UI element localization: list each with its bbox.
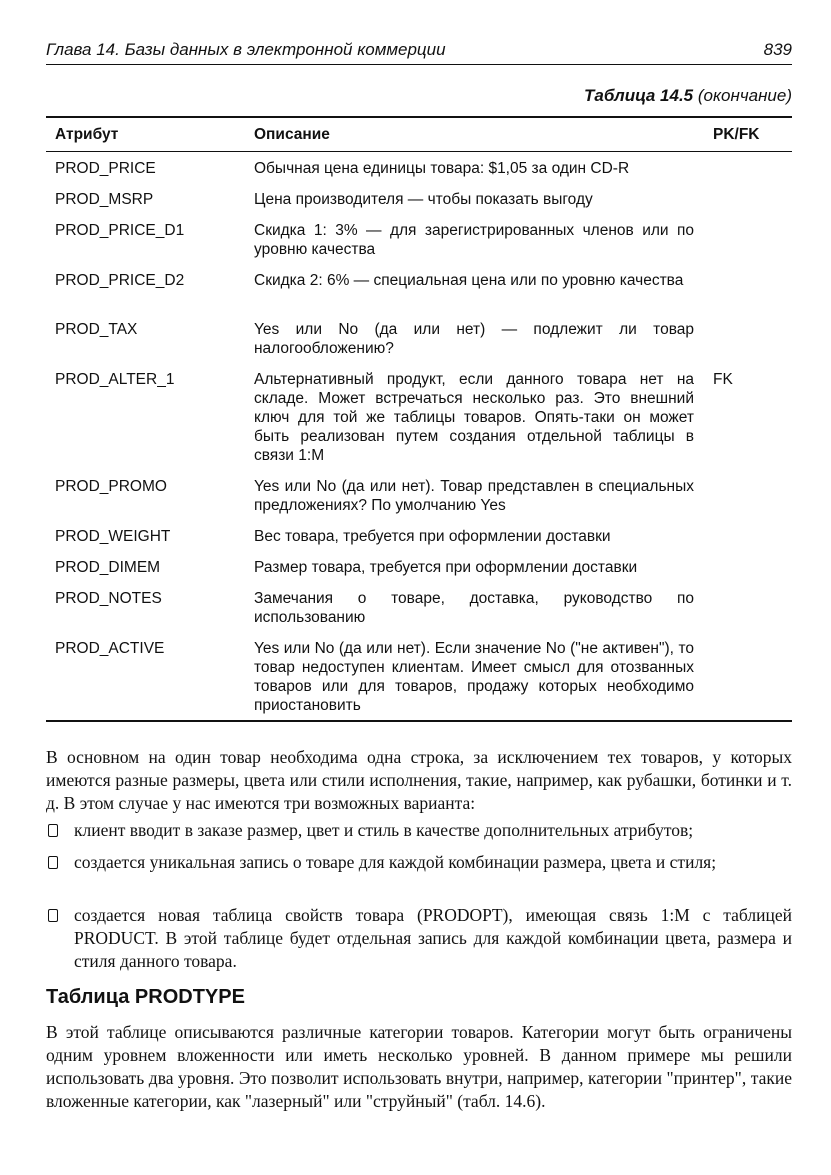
attribute-cell: PROD_TAX <box>55 321 138 338</box>
bullet-text: создается уникальная запись о товаре для каждой комбинации размера, цвета и стиля; <box>74 852 717 872</box>
table-caption <box>584 86 792 106</box>
header-rule <box>46 64 792 65</box>
attribute-cell: PROD_PRICE <box>55 160 156 177</box>
checkbox-bullet-icon <box>48 824 58 837</box>
section-heading: Таблица PRODTYPE <box>46 986 245 1008</box>
table-header-rule <box>46 151 792 152</box>
table-caption-note: (окончание) <box>693 86 792 105</box>
attribute-cell: PROD_PRICE_D1 <box>55 222 185 239</box>
attribute-cell: PROD_ACTIVE <box>55 640 165 657</box>
column-header-description: Описание <box>254 126 330 143</box>
attribute-cell: PROD_DIMEM <box>55 559 161 576</box>
description-cell: Размер товара, требуется при оформлении доставки <box>254 559 638 576</box>
bullet-text: создается новая таблица свойств товара (PRODOPT), имеющая связь 1:M с таблицей PRODUCT. В этой таблице будет отдельная запись для каждой комбинации цвета, размера и стиля данного товара. <box>74 905 792 971</box>
column-header-key: PK/FK <box>713 126 760 143</box>
attribute-cell: PROD_PRICE_D2 <box>55 272 185 289</box>
checkbox-bullet-icon <box>48 856 58 869</box>
description-cell: Скидка 1: 3% — для зарегистрированных членов или по уровню качества <box>254 222 694 258</box>
attribute-cell: PROD_NOTES <box>55 590 162 607</box>
checkbox-bullet-icon <box>48 909 58 922</box>
attribute-cell: PROD_MSRP <box>55 191 154 208</box>
page-number: 839 <box>763 40 792 59</box>
bullet-text: клиент вводит в заказе размер, цвет и стиль в качестве дополнительных атрибутов; <box>74 820 694 840</box>
table-caption-number: Таблица 14.5 <box>584 86 694 105</box>
description-cell: Yes или No (да или нет). Товар представлен в специальных предложениях? По умолчанию Yes <box>254 478 694 514</box>
table-top-rule <box>46 116 792 118</box>
table-bottom-rule <box>46 720 792 722</box>
body-paragraph: В этой таблице описываются различные категории товаров. Категории могут быть ограничены одним уровнем вложенности или иметь несколько уровней. В данном примере мы решили использовать два уровня. Это позволит использовать внутри, например, категории "принтер", такие вложенные категории, как "лазерный" или "струйный" (табл. 14.6). <box>46 1022 792 1111</box>
description-cell: Альтернативный продукт, если данного товара нет на складе. Может встречаться несколько раз. Это внешний ключ для той же таблицы товаров. Опять-таки он может быть реализован путем создания отдельной таблицы в связи 1:M <box>254 371 694 464</box>
attribute-cell: PROD_PROMO <box>55 478 167 495</box>
attribute-cell: PROD_ALTER_1 <box>55 371 175 388</box>
column-header-attribute: Атрибут <box>55 126 119 143</box>
chapter-title: Глава 14. Базы данных в электронной коммерции <box>46 40 446 59</box>
running-header <box>46 40 792 62</box>
key-cell: FK <box>713 371 733 388</box>
body-paragraph: В основном на один товар необходима одна строка, за исключением тех товаров, у которых имеются разные размеры, цвета или стили исполнения, такие, например, как рубашки, ботинки и т. д. В этом случае у нас имеются три возможных варианта: <box>46 747 792 813</box>
description-cell: Вес товара, требуется при оформлении доставки <box>254 528 611 545</box>
description-cell: Цена производителя — чтобы показать выгоду <box>254 191 593 208</box>
attribute-cell: PROD_WEIGHT <box>55 528 171 545</box>
description-cell: Yes или No (да или нет). Если значение No ("не активен"), то товар недоступен клиентам. Имеет смысл для отозванных товаров или для товаров, продажу которых необходимо приостановить <box>254 640 694 714</box>
description-cell: Yes или No (да или нет) — подлежит ли товар налогообложению? <box>254 321 694 357</box>
description-cell: Обычная цена единицы товара: $1,05 за один CD-R <box>254 160 630 177</box>
description-cell: Скидка 2: 6% — специальная цена или по уровню качества <box>254 272 684 289</box>
description-cell: Замечания о товаре, доставка, руководство по использованию <box>254 590 694 626</box>
